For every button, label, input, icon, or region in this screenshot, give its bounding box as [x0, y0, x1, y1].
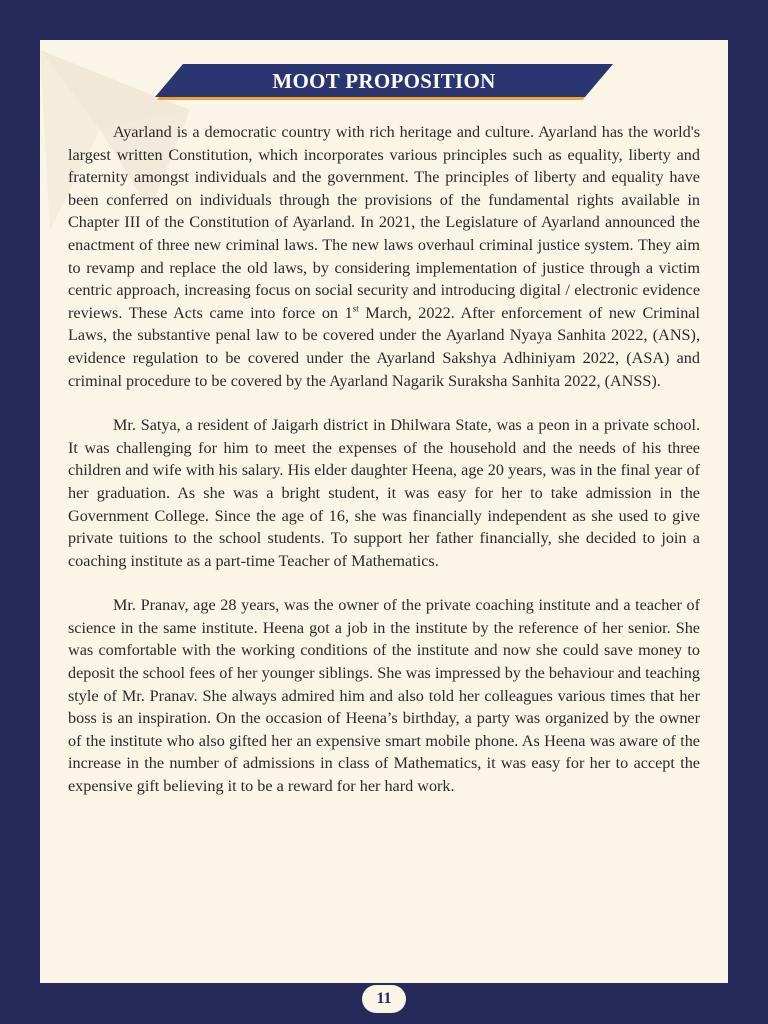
paragraph-3: Mr. Pranav, age 28 years, was the owner of the private coaching institute and a teacher of science in the same institute. Heena got a job in the institute by the reference of her senior. She was comfortable with the working conditions of the institute and now she could save money to deposit the school fees of her younger siblings. She was impressed by the behaviour and teaching style of Mr. Pranav. She always admired him and also told her colleagues various times that her boss is an inspiration. On the occasion of Heena’s birthday, a party was organized by the owner of the institute who also gifted her an expensive smart mobile phone. As Heena was aware of the increase in the number of admissions in class of Mathematics, it was easy for her to accept the expensive gift believing it to be a reward for her hard work. [68, 596, 700, 796]
title-banner [155, 64, 613, 100]
page-title: MOOT PROPOSITION [272, 69, 496, 93]
paragraph-2: Mr. Satya, a resident of Jaigarh district in Dhilwara State, was a peon in a private school. It was challenging for him to meet the expenses of the household and the needs of his three children and wife with his salary. His elder daughter Heena, age 20 years, was in the final year of her graduation. As she was a bright student, it was easy for her to take admission in the Government College. Since the age of 16, she was financially independent as she used to give private tuitions to the school students. To support her father financially, she decided to join a coaching institute as a part-time Teacher of Mathematics. [68, 416, 700, 570]
paragraph-1 [68, 121, 700, 392]
paragraph-1-text-b: March, 2022. After enforcement of new Criminal Laws, the substantive penal law to be covered under the Ayarland Nyaya Sanhita 2022, (ANS), evidence regulation to be covered under the Ayarland Sakshya Adhiniyam 2022, (ASA) and criminal procedure to be covered by the Ayarland Nagarik Suraksha Sanhita 2022, (ANSS). [68, 303, 700, 390]
ordinal-superscript: st [352, 303, 359, 314]
paragraph-1-text-a: Ayarland is a democratic country with rich heritage and culture. Ayarland has the world's largest written Constitution, which incorporates various principles such as equality, liberty and fraternity amongst individuals and the government. The principles of liberty and equality have been conferred on individuals through the provisions of the fundamental rights available in Chapter III of the Constitution of Ayarland. In 2021, the Legislature of Ayarland announced the enactment of three new criminal laws. The new laws overhaul criminal justice system. They aim to revamp and replace the old laws, by considering implementation of justice through a victim centric approach, increasing focus on social security and introducing digital / electronic evidence reviews. These Acts came into force on 1 [68, 123, 700, 322]
page-number-badge: 11 [362, 985, 406, 1013]
document-body [68, 121, 700, 798]
